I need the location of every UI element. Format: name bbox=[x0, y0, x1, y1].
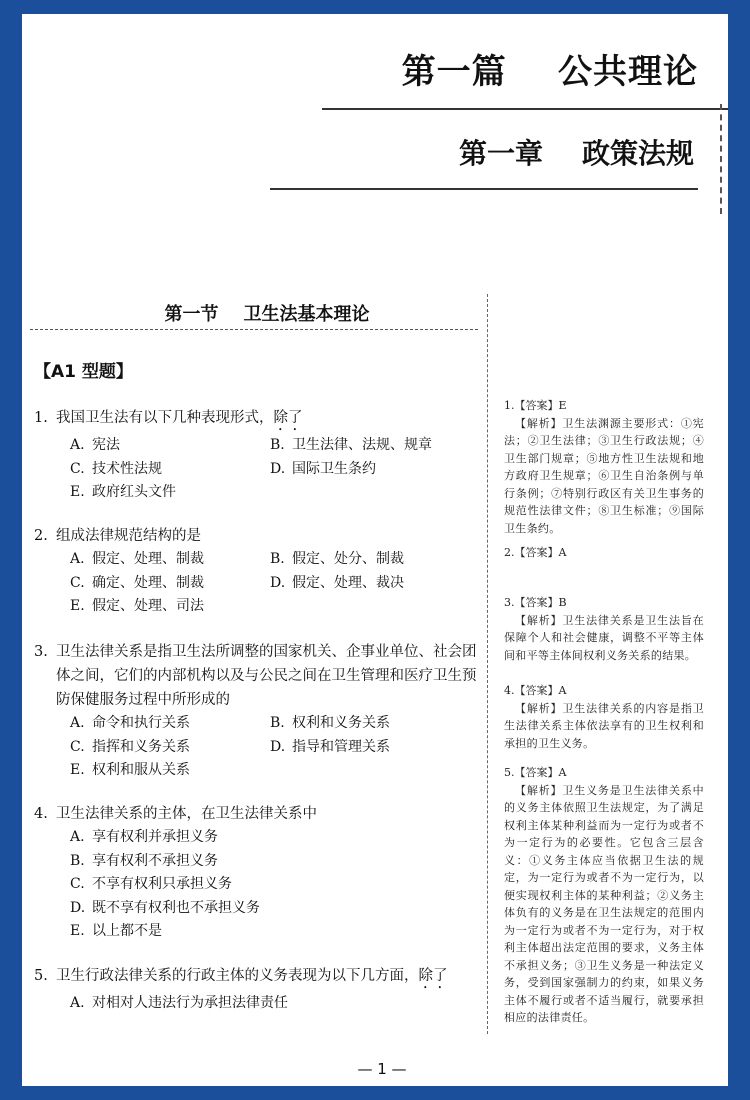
option-letter: C. bbox=[70, 876, 85, 892]
question-stem bbox=[34, 406, 479, 434]
stem-emphasis: 除了 bbox=[418, 968, 448, 984]
option-letter: A. bbox=[70, 995, 85, 1011]
chapter-title: 第一章 政策法规 bbox=[459, 137, 694, 170]
option-c[interactable] bbox=[70, 736, 270, 760]
option-b[interactable] bbox=[270, 712, 470, 736]
page-number: — 1 — bbox=[357, 1060, 407, 1078]
option-letter: E. bbox=[70, 923, 85, 939]
option-text: 权利和服从关系 bbox=[92, 762, 190, 778]
option-letter: C. bbox=[70, 738, 85, 755]
question-stem bbox=[34, 802, 479, 826]
option-text: 不享有权利只承担义务 bbox=[92, 876, 232, 892]
option-a[interactable] bbox=[70, 992, 479, 1016]
option-text: 既不享有权利也不承担义务 bbox=[92, 899, 260, 916]
option-letter: C. bbox=[70, 460, 85, 477]
option-c[interactable] bbox=[70, 873, 479, 897]
question-number: 2. bbox=[34, 528, 48, 544]
book-page bbox=[22, 14, 728, 1086]
question-stem bbox=[34, 640, 479, 712]
edge-dashed-line bbox=[720, 104, 722, 214]
divider-top bbox=[322, 108, 728, 110]
answer-4 bbox=[504, 682, 704, 752]
option-letter: D. bbox=[270, 574, 286, 591]
option-text: 假定、处理、裁决 bbox=[292, 574, 404, 591]
option-text: 命令和执行关系 bbox=[92, 715, 190, 731]
answer-explanation: 【解析】卫生法渊源主要形式：①宪法；②卫生法律；③卫生行政法规；④卫生部门规章；⑤地方性卫生法规和地方政府卫生规章；⑥卫生自治条例与单行条例；⑦特别行政区有关卫生事务的规范性法律文件；⑧卫生标准；⑨国际卫生条约。 bbox=[504, 416, 704, 535]
option-text: 政府红头文件 bbox=[92, 484, 176, 500]
option-letter: D. bbox=[70, 899, 86, 916]
question-2 bbox=[34, 524, 479, 619]
option-text: 指导和管理关系 bbox=[292, 738, 390, 755]
question-5 bbox=[34, 964, 479, 1016]
option-a[interactable] bbox=[70, 548, 270, 572]
option-letter: A. bbox=[70, 437, 85, 453]
section-title: 第一节 卫生法基本理论 bbox=[164, 304, 370, 325]
stem-text: 卫生法律关系是指卫生法所调整的国家机关、企事业单位、社会团体之间，它们的内部机构以及与公民之间在卫生管理和医疗卫生预防保健服务过程中所形成的 bbox=[56, 644, 477, 708]
option-letter: E. bbox=[70, 762, 85, 778]
option-b[interactable] bbox=[270, 548, 470, 572]
option-letter: A. bbox=[70, 715, 85, 731]
option-letter: D. bbox=[270, 460, 286, 477]
option-text: 假定、处理、司法 bbox=[92, 598, 204, 614]
answer-explanation: 【解析】卫生法律关系的内容是指卫生法律关系主体依法享有的卫生权利和承担的卫生义务。 bbox=[504, 701, 704, 750]
answer-5 bbox=[504, 764, 704, 1027]
option-text: 技术性法规 bbox=[92, 460, 162, 477]
question-1 bbox=[34, 406, 479, 505]
question-stem bbox=[34, 964, 479, 992]
stem-text: 我国卫生法有以下几种表现形式， bbox=[56, 410, 274, 426]
stem-text: 组成法律规范结构的是 bbox=[56, 528, 201, 544]
option-c[interactable] bbox=[70, 572, 270, 596]
option-letter: B. bbox=[70, 852, 85, 869]
option-list bbox=[34, 434, 479, 505]
option-e[interactable] bbox=[70, 595, 270, 619]
option-e[interactable] bbox=[70, 481, 270, 505]
option-list bbox=[34, 992, 479, 1016]
option-list bbox=[34, 548, 479, 619]
question-3 bbox=[34, 640, 479, 783]
divider-chapter bbox=[270, 188, 698, 190]
option-text: 宪法 bbox=[92, 437, 120, 453]
answer-explanation: 【解析】卫生义务是卫生法律关系中的义务主体依照卫生法规定，为了满足权利主体某种利益而为一定行为或者不为一定行为的必要性。它包含三层含义：①义务主体应当依据卫生法的规定，为一定行为或者不为一定行为，以便实现权利主体的某种利益；②义务主体负有的义务是在卫生法规定的范围内为一定行为或者不为一定行为，对于权利主体超出法定范围的要求，义务主体不承担义务；③卫生义务是一种法定义务，受到国家强制力的约束，如果义务主体不履行或者不适当履行，就要承担相应的法律责任。 bbox=[504, 783, 704, 1024]
option-e[interactable] bbox=[70, 759, 270, 783]
question-stem bbox=[34, 524, 479, 548]
answer-explanation: 【解析】卫生法律关系是卫生法旨在保障个人和社会健康，调整不平等主体间和平等主体间权利义务关系的结果。 bbox=[504, 613, 704, 662]
answer-1 bbox=[504, 397, 704, 537]
option-d[interactable] bbox=[270, 572, 470, 596]
answer-head: 3.【答案】B bbox=[504, 596, 567, 609]
option-text: 对相对人违法行为承担法律责任 bbox=[92, 995, 288, 1011]
option-d[interactable] bbox=[70, 897, 479, 921]
option-text: 以上都不是 bbox=[92, 923, 162, 939]
option-list bbox=[34, 826, 479, 944]
option-letter: E. bbox=[70, 484, 85, 500]
option-text: 指挥和义务关系 bbox=[92, 738, 190, 755]
option-letter: D. bbox=[270, 738, 286, 755]
option-text: 国际卫生条约 bbox=[292, 460, 376, 477]
stem-text: 卫生行政法律关系的行政主体的义务表现为以下几方面， bbox=[56, 968, 419, 984]
question-number: 4. bbox=[34, 806, 48, 822]
option-text: 确定、处理、制裁 bbox=[92, 574, 204, 591]
option-letter: C. bbox=[70, 574, 85, 591]
answer-2 bbox=[504, 544, 704, 562]
option-text: 享有权利不承担义务 bbox=[92, 852, 218, 869]
column-divider bbox=[487, 294, 488, 1034]
option-letter: A. bbox=[70, 551, 85, 567]
answer-head: 1.【答案】E bbox=[504, 399, 567, 412]
answer-head: 5.【答案】A bbox=[504, 766, 567, 779]
option-letter: B. bbox=[270, 715, 285, 731]
option-a[interactable] bbox=[70, 826, 479, 850]
answer-head: 4.【答案】A bbox=[504, 684, 567, 697]
option-text: 权利和义务关系 bbox=[292, 715, 390, 731]
option-d[interactable] bbox=[270, 736, 470, 760]
option-c[interactable] bbox=[70, 458, 270, 482]
option-text: 享有权利并承担义务 bbox=[92, 829, 218, 845]
option-list bbox=[34, 712, 479, 783]
option-b[interactable] bbox=[70, 850, 479, 874]
option-letter: B. bbox=[270, 437, 285, 453]
question-number: 5. bbox=[34, 968, 48, 984]
stem-text: 卫生法律关系的主体，在卫生法律关系中 bbox=[56, 806, 317, 822]
option-letter: A. bbox=[70, 829, 85, 845]
option-letter: E. bbox=[70, 598, 85, 614]
option-a[interactable] bbox=[70, 712, 270, 736]
option-a[interactable] bbox=[70, 434, 270, 458]
option-b[interactable] bbox=[270, 434, 470, 458]
stem-emphasis: 除了 bbox=[273, 410, 303, 426]
option-letter: B. bbox=[270, 551, 285, 567]
question-type-label: 【A1 型题】 bbox=[34, 362, 133, 382]
question-number: 1. bbox=[34, 410, 48, 426]
question-number: 3. bbox=[34, 644, 48, 660]
question-4 bbox=[34, 802, 479, 944]
answer-head: 2.【答案】A bbox=[504, 546, 567, 559]
answer-3 bbox=[504, 594, 704, 664]
option-text: 假定、处分、制裁 bbox=[292, 551, 404, 567]
option-d[interactable] bbox=[270, 458, 470, 482]
option-e[interactable] bbox=[70, 920, 479, 944]
part-title: 第一篇 公共理论 bbox=[401, 52, 698, 92]
section-divider bbox=[30, 329, 478, 330]
option-text: 假定、处理、制裁 bbox=[92, 551, 204, 567]
option-text: 卫生法律、法规、规章 bbox=[292, 437, 432, 453]
